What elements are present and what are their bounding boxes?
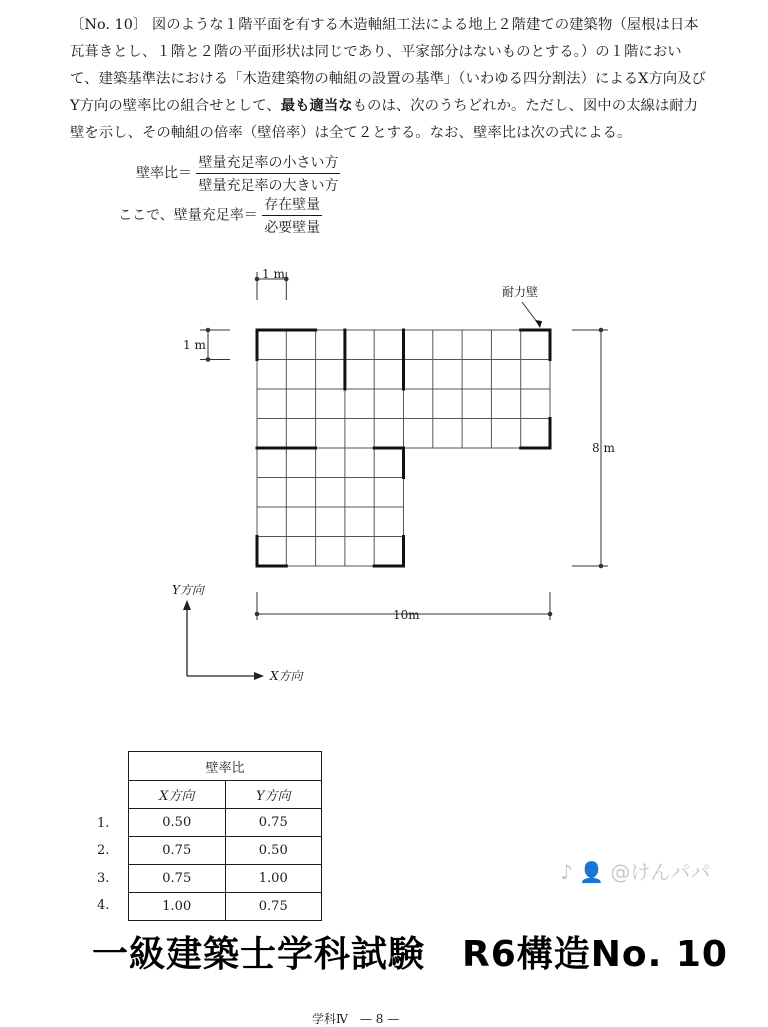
leader-arrowhead (535, 320, 542, 328)
question-number: 〔No. 10〕 (70, 17, 148, 33)
formula1-denominator: 壁量充足率の大きい方 (198, 178, 339, 194)
y-arrow-icon (183, 600, 191, 610)
question-text (70, 12, 710, 147)
option-number-1: 1. (97, 816, 110, 831)
table-header: 壁率比 (129, 752, 322, 781)
dim-grid-y-label: 1 m (183, 338, 206, 352)
x-arrow-icon (254, 672, 264, 680)
option-number-4: 4. (97, 898, 110, 913)
table-row (129, 809, 322, 837)
option-number-2: 2. (97, 843, 110, 858)
formula2-denominator: 必要壁量 (264, 220, 321, 236)
option-number-3: 3. (97, 871, 110, 886)
row4-x: 1.00 (129, 893, 226, 921)
dim-grid-x-label: 1 m (262, 267, 285, 281)
y-axis-label: Y方向 (172, 583, 204, 597)
table-row (129, 893, 322, 921)
wall-label: 耐力壁 (502, 285, 539, 299)
col-x-header: X方向 (129, 781, 226, 809)
formula1-numerator: 壁量充足率の小さい方 (196, 152, 340, 174)
formula1-fraction (196, 152, 340, 195)
row2-x: 0.75 (129, 837, 226, 865)
dim-width-label: 10m (393, 608, 420, 622)
watermark: ♪ 👤 @けんパパ (560, 860, 711, 884)
answer-table (128, 751, 322, 921)
col-y-header: Y方向 (225, 781, 322, 809)
question-emphasis: 最も適当な (280, 98, 353, 114)
x-axis-label: X方向 (270, 669, 303, 683)
formula2-fraction (262, 194, 322, 237)
formula-wall-ratio (136, 152, 340, 195)
dim-height-label: 8 m (592, 441, 615, 455)
formula1-lhs: 壁率比＝ (136, 165, 192, 182)
row2-y: 0.50 (225, 837, 322, 865)
formula2-numerator: 存在壁量 (262, 194, 322, 216)
floor-plan-diagram (0, 250, 768, 710)
table-row (129, 865, 322, 893)
formula-sufficiency (118, 194, 322, 237)
page-footer: 学科Ⅳ — 8 — (312, 1012, 400, 1026)
formula2-lhs: ここで、壁量充足率＝ (118, 207, 258, 224)
row4-y: 0.75 (225, 893, 322, 921)
row3-x: 0.75 (129, 865, 226, 893)
row3-y: 1.00 (225, 865, 322, 893)
question-body-a: 図のような１階平面を有する木造軸組工法による地上２階建ての建築物（屋根は日本瓦葺きとし、１階と２階の平面形状は同じであり、平家部分はないものとする。）の１階において、建築基準法における「木造建築物の軸組の設置の基準」（いわゆる四分割法）によるX方向及びY方向の壁率比の組合せとして、 (70, 17, 706, 114)
question-body-b: ものは、次のうちどれか。ただし、図中の太線は耐力壁を示し、その軸組の倍率（壁倍率）は全て２とする。なお、壁率比は次の式による。 (70, 98, 699, 141)
title-banner: 一級建築士学科試験 R6構造No. 10 (92, 934, 728, 975)
row1-x: 0.50 (129, 809, 226, 837)
table-row (129, 837, 322, 865)
row1-y: 0.75 (225, 809, 322, 837)
